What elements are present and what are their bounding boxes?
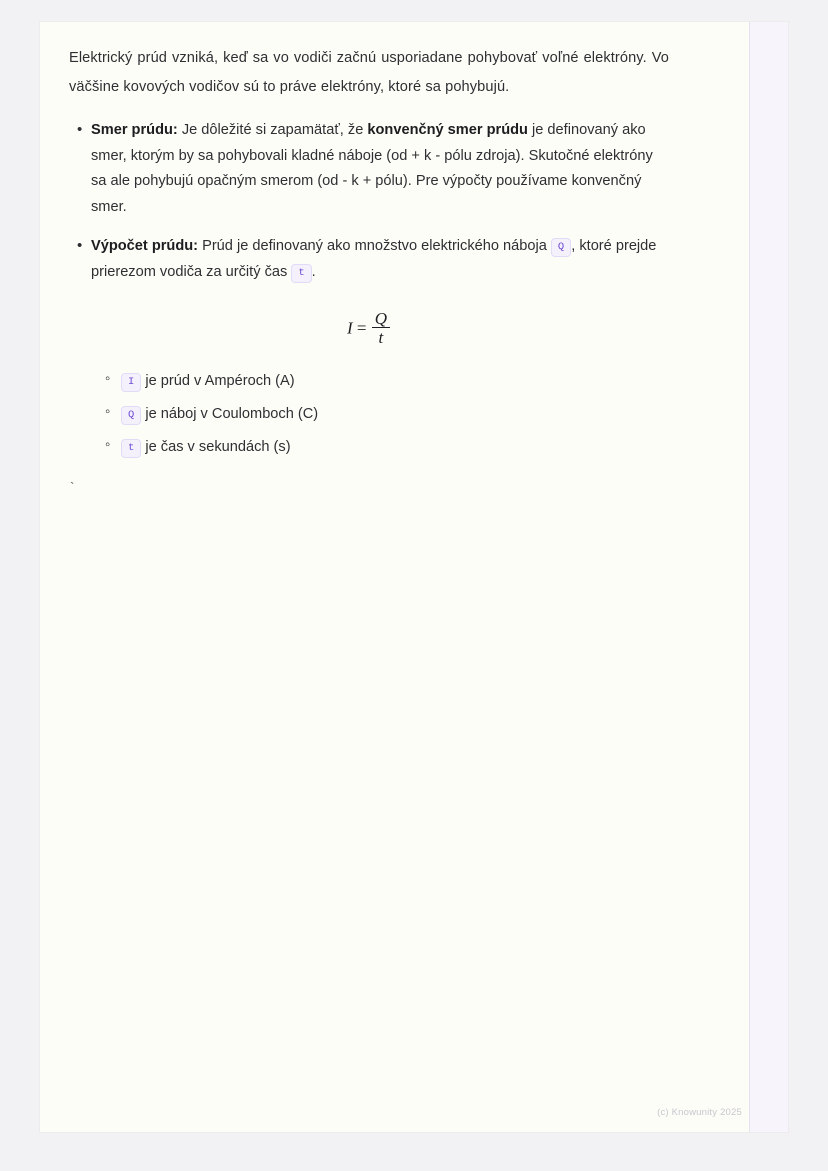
- definition-list: [69, 370, 669, 458]
- inline-code-time: t: [291, 264, 311, 283]
- formula-lhs: I: [346, 318, 353, 338]
- intro-paragraph: Elektrický prúd vzniká, keď sa vo vodiči začnú usporiadane pohybovať voľné elektróny. Vo väčšine kovových vodičov sú to práve elektróny, ktoré sa pohybujú.: [69, 50, 669, 95]
- formula-equals: =: [356, 318, 367, 338]
- bullet-text-part3: .: [311, 263, 316, 280]
- list-item: [121, 403, 669, 425]
- definition-text: je prúd v Ampéroch (A): [145, 373, 295, 389]
- bullet-text-before-bold: Je dôležité si zapamätať, že: [177, 122, 368, 138]
- stray-backtick-mark: `: [70, 479, 75, 494]
- formula-denominator: t: [372, 327, 390, 347]
- formula-current-equation: [69, 311, 669, 348]
- formula-fraction: [372, 310, 390, 347]
- list-item: [121, 370, 669, 392]
- list-item: [91, 234, 669, 285]
- inline-code-charge: Q: [121, 406, 141, 425]
- bullet-text-part1: Prúd je definovaný ako množstvo elektrického náboja: [198, 238, 551, 254]
- document-content: [69, 44, 669, 494]
- bullet-term-vypocet-prudu: Výpočet prúdu:: [91, 238, 199, 254]
- bullet-text-after-bold: je definovaný ako smer, ktorým by sa pohybovali kladné náboje (od + k - pólu zdroja). Skutočné elektróny sa ale pohybujú opačným smerom (od - k + pólu). Pre výpočty používame konvenčný smer.: [91, 122, 653, 215]
- list-item: [91, 118, 669, 220]
- inline-code-time: t: [121, 439, 141, 458]
- bullet-term-smer-prudu: Smer prúdu:: [91, 122, 178, 138]
- bullet-text-part2: , ktoré prejde prierezom vodiča za určitý čas: [91, 238, 657, 280]
- footer-copyright: (c) Knowunity 2025: [657, 1107, 742, 1118]
- definition-text: je náboj v Coulomboch (C): [145, 406, 319, 422]
- inline-code-charge: Q: [551, 238, 571, 257]
- bullet-inline-bold: konvenčný smer prúdu: [367, 122, 528, 138]
- bullet-list: [69, 118, 669, 285]
- page-right-margin-strip: [749, 22, 788, 1132]
- definition-text: je čas v sekundách (s): [145, 439, 291, 455]
- formula-numerator: Q: [374, 309, 388, 328]
- inline-code-current: I: [121, 373, 141, 392]
- document-page: [40, 22, 788, 1132]
- list-item: [121, 436, 669, 458]
